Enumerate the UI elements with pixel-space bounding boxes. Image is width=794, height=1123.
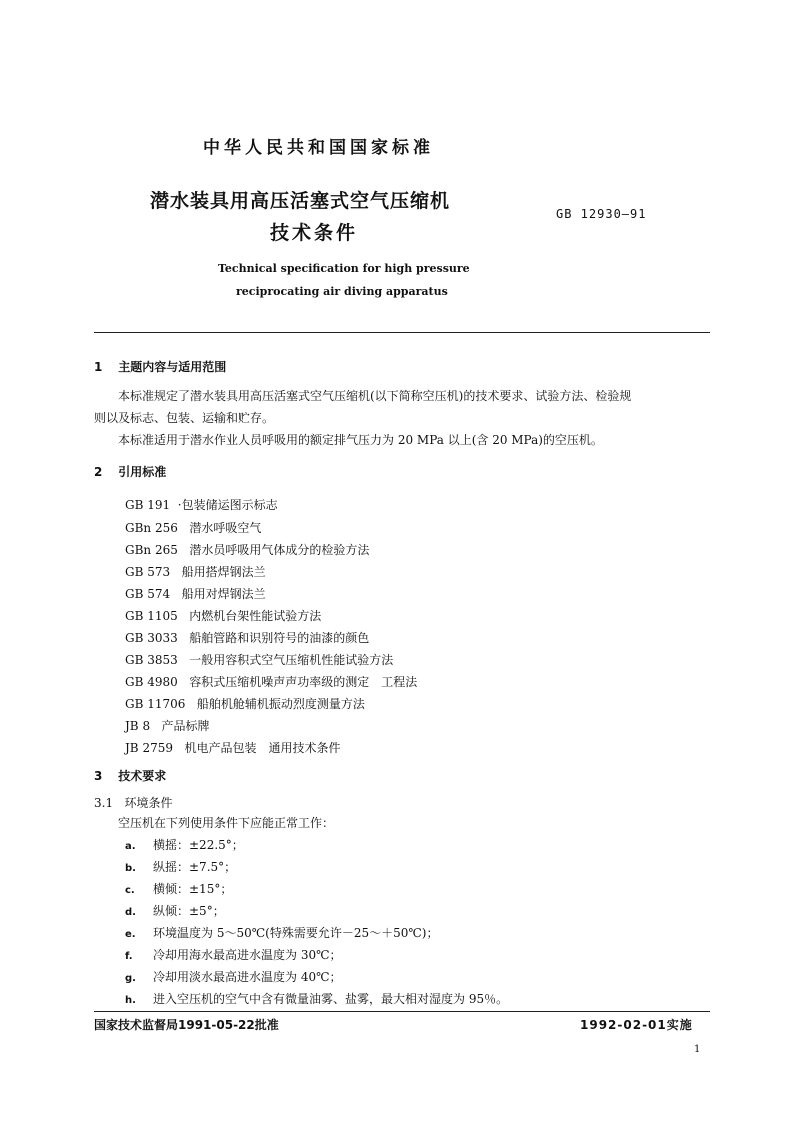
item-letter: e. (125, 929, 136, 940)
section-1-para2: 本标准适用于潜水作业人员呼吸用的额定排气压力为 20 MPa 以上(含 20 MPa)的空压机。 (118, 433, 603, 447)
item-text: 冷却用淡水最高进水温度为 40℃； (153, 970, 342, 984)
reference-item (125, 563, 266, 580)
condition-item (125, 880, 232, 897)
reference-title: 船舶机舱辅机振动烈度测量方法 (196, 697, 365, 711)
reference-item (125, 651, 393, 668)
item-text: 横摇：±22.5°； (153, 838, 244, 852)
section-2-number: 2 (94, 465, 103, 479)
reference-title: 潜水员呼吸用气体成分的检验方法 (189, 543, 370, 557)
item-letter: h. (125, 995, 136, 1006)
reference-title: 产品标牌 (161, 719, 210, 733)
item-letter: d. (125, 907, 136, 918)
item-text: 横倾：±15°； (153, 882, 233, 896)
reference-code: GB 191 (125, 498, 171, 512)
condition-item (125, 858, 236, 875)
item-letter: c. (125, 885, 135, 896)
document-title-line1: 潜水装具用高压活塞式空气压缩机 (150, 190, 451, 212)
reference-item (125, 607, 321, 624)
reference-code: GB 11706 (125, 697, 186, 711)
section-2-heading (94, 463, 166, 480)
reference-title: 容积式压缩机噪声声功率级的测定 工程法 (189, 675, 418, 689)
reference-title: 潜水呼吸空气 (189, 521, 262, 535)
approval-statement: 国家技术监督局1991-05-22批准 (94, 1018, 279, 1032)
condition-item (125, 968, 342, 985)
condition-item (125, 902, 225, 919)
section-3-heading (94, 767, 166, 784)
item-text: 纵摇：±7.5°； (153, 860, 237, 874)
section-1-para1-line1: 本标准规定了潜水装具用高压活塞式空气压缩机(以下简称空压机)的技术要求、试验方法、检验规 (118, 389, 632, 403)
footer-divider (94, 1011, 710, 1012)
reference-code: GB 3853 (125, 653, 178, 667)
conditions-intro: 空压机在下列使用条件下应能正常工作： (118, 816, 335, 830)
condition-item (125, 990, 508, 1007)
header-divider (94, 332, 710, 333)
item-text: 环境温度为 5～50℃(特殊需要允许－25～＋50℃)； (153, 926, 439, 940)
item-text: 冷却用海水最高进水温度为 30℃； (153, 948, 342, 962)
reference-title: 船舶管路和识别符号的油漆的颜色 (189, 631, 370, 645)
section-3-title: 技术要求 (118, 769, 167, 783)
reference-item (125, 585, 266, 602)
reference-item (125, 541, 369, 558)
reference-item (125, 717, 210, 734)
reference-title: 机电产品包装 通用技术条件 (184, 741, 341, 755)
reference-title: 一般用容积式空气压缩机性能试验方法 (189, 653, 394, 667)
item-letter: g. (125, 973, 136, 984)
country-standard-heading: 中华人民共和国国家标准 (203, 138, 434, 158)
reference-item (125, 673, 417, 690)
reference-code: GB 574 (125, 587, 171, 601)
english-title-line1: Technical specification for high pressure (218, 262, 470, 275)
condition-item (125, 946, 342, 963)
standard-number: GB 12930—91 (556, 207, 647, 221)
section-2-title: 引用标准 (118, 465, 167, 479)
reference-code: GBn 256 (125, 521, 178, 535)
reference-title: 内燃机台架性能试验方法 (189, 609, 322, 623)
reference-item (125, 519, 261, 536)
section-1-title: 主题内容与适用范围 (118, 360, 227, 374)
section-1-heading (94, 358, 226, 375)
effective-date: 1992-02-01实施 (580, 1018, 693, 1032)
section-1-para1-line2: 则以及标志、包装、运输和贮存。 (94, 411, 275, 425)
reference-code: GB 4980 (125, 675, 178, 689)
reference-code: JB 8 (125, 719, 151, 733)
reference-code: GB 3033 (125, 631, 178, 645)
subsection-3-1-heading (94, 794, 173, 811)
item-letter: b. (125, 863, 136, 874)
reference-code: GB 573 (125, 565, 171, 579)
page-number: 1 (694, 1044, 701, 1055)
document-title-line2: 技术条件 (270, 222, 359, 244)
condition-item (125, 836, 244, 853)
reference-title: 船用搭焊钢法兰 (181, 565, 266, 579)
item-text: 进入空压机的空气中含有微量油雾、盐雾，最大相对湿度为 95％。 (153, 992, 509, 1006)
reference-item (125, 739, 340, 756)
section-1-number: 1 (94, 360, 103, 374)
item-text: 纵倾：±5°； (153, 904, 225, 918)
reference-code: GB 1105 (125, 609, 178, 623)
reference-code: GBn 265 (125, 543, 178, 557)
english-title-line2: reciprocating air diving apparatus (236, 285, 448, 298)
item-letter: a. (125, 841, 136, 852)
subsection-title: 环境条件 (124, 796, 173, 810)
reference-title: 船用对焊钢法兰 (181, 587, 266, 601)
condition-item (125, 924, 438, 941)
reference-item (125, 629, 369, 646)
reference-code: JB 2759 (125, 741, 173, 755)
reference-title: 包装储运图示标志 (181, 498, 278, 512)
section-3-number: 3 (94, 769, 103, 783)
reference-item: GB 191 ·包装储运图示标志 (125, 498, 278, 512)
subsection-number: 3.1 (94, 796, 114, 810)
reference-item (125, 695, 365, 712)
item-letter: f. (125, 951, 133, 962)
